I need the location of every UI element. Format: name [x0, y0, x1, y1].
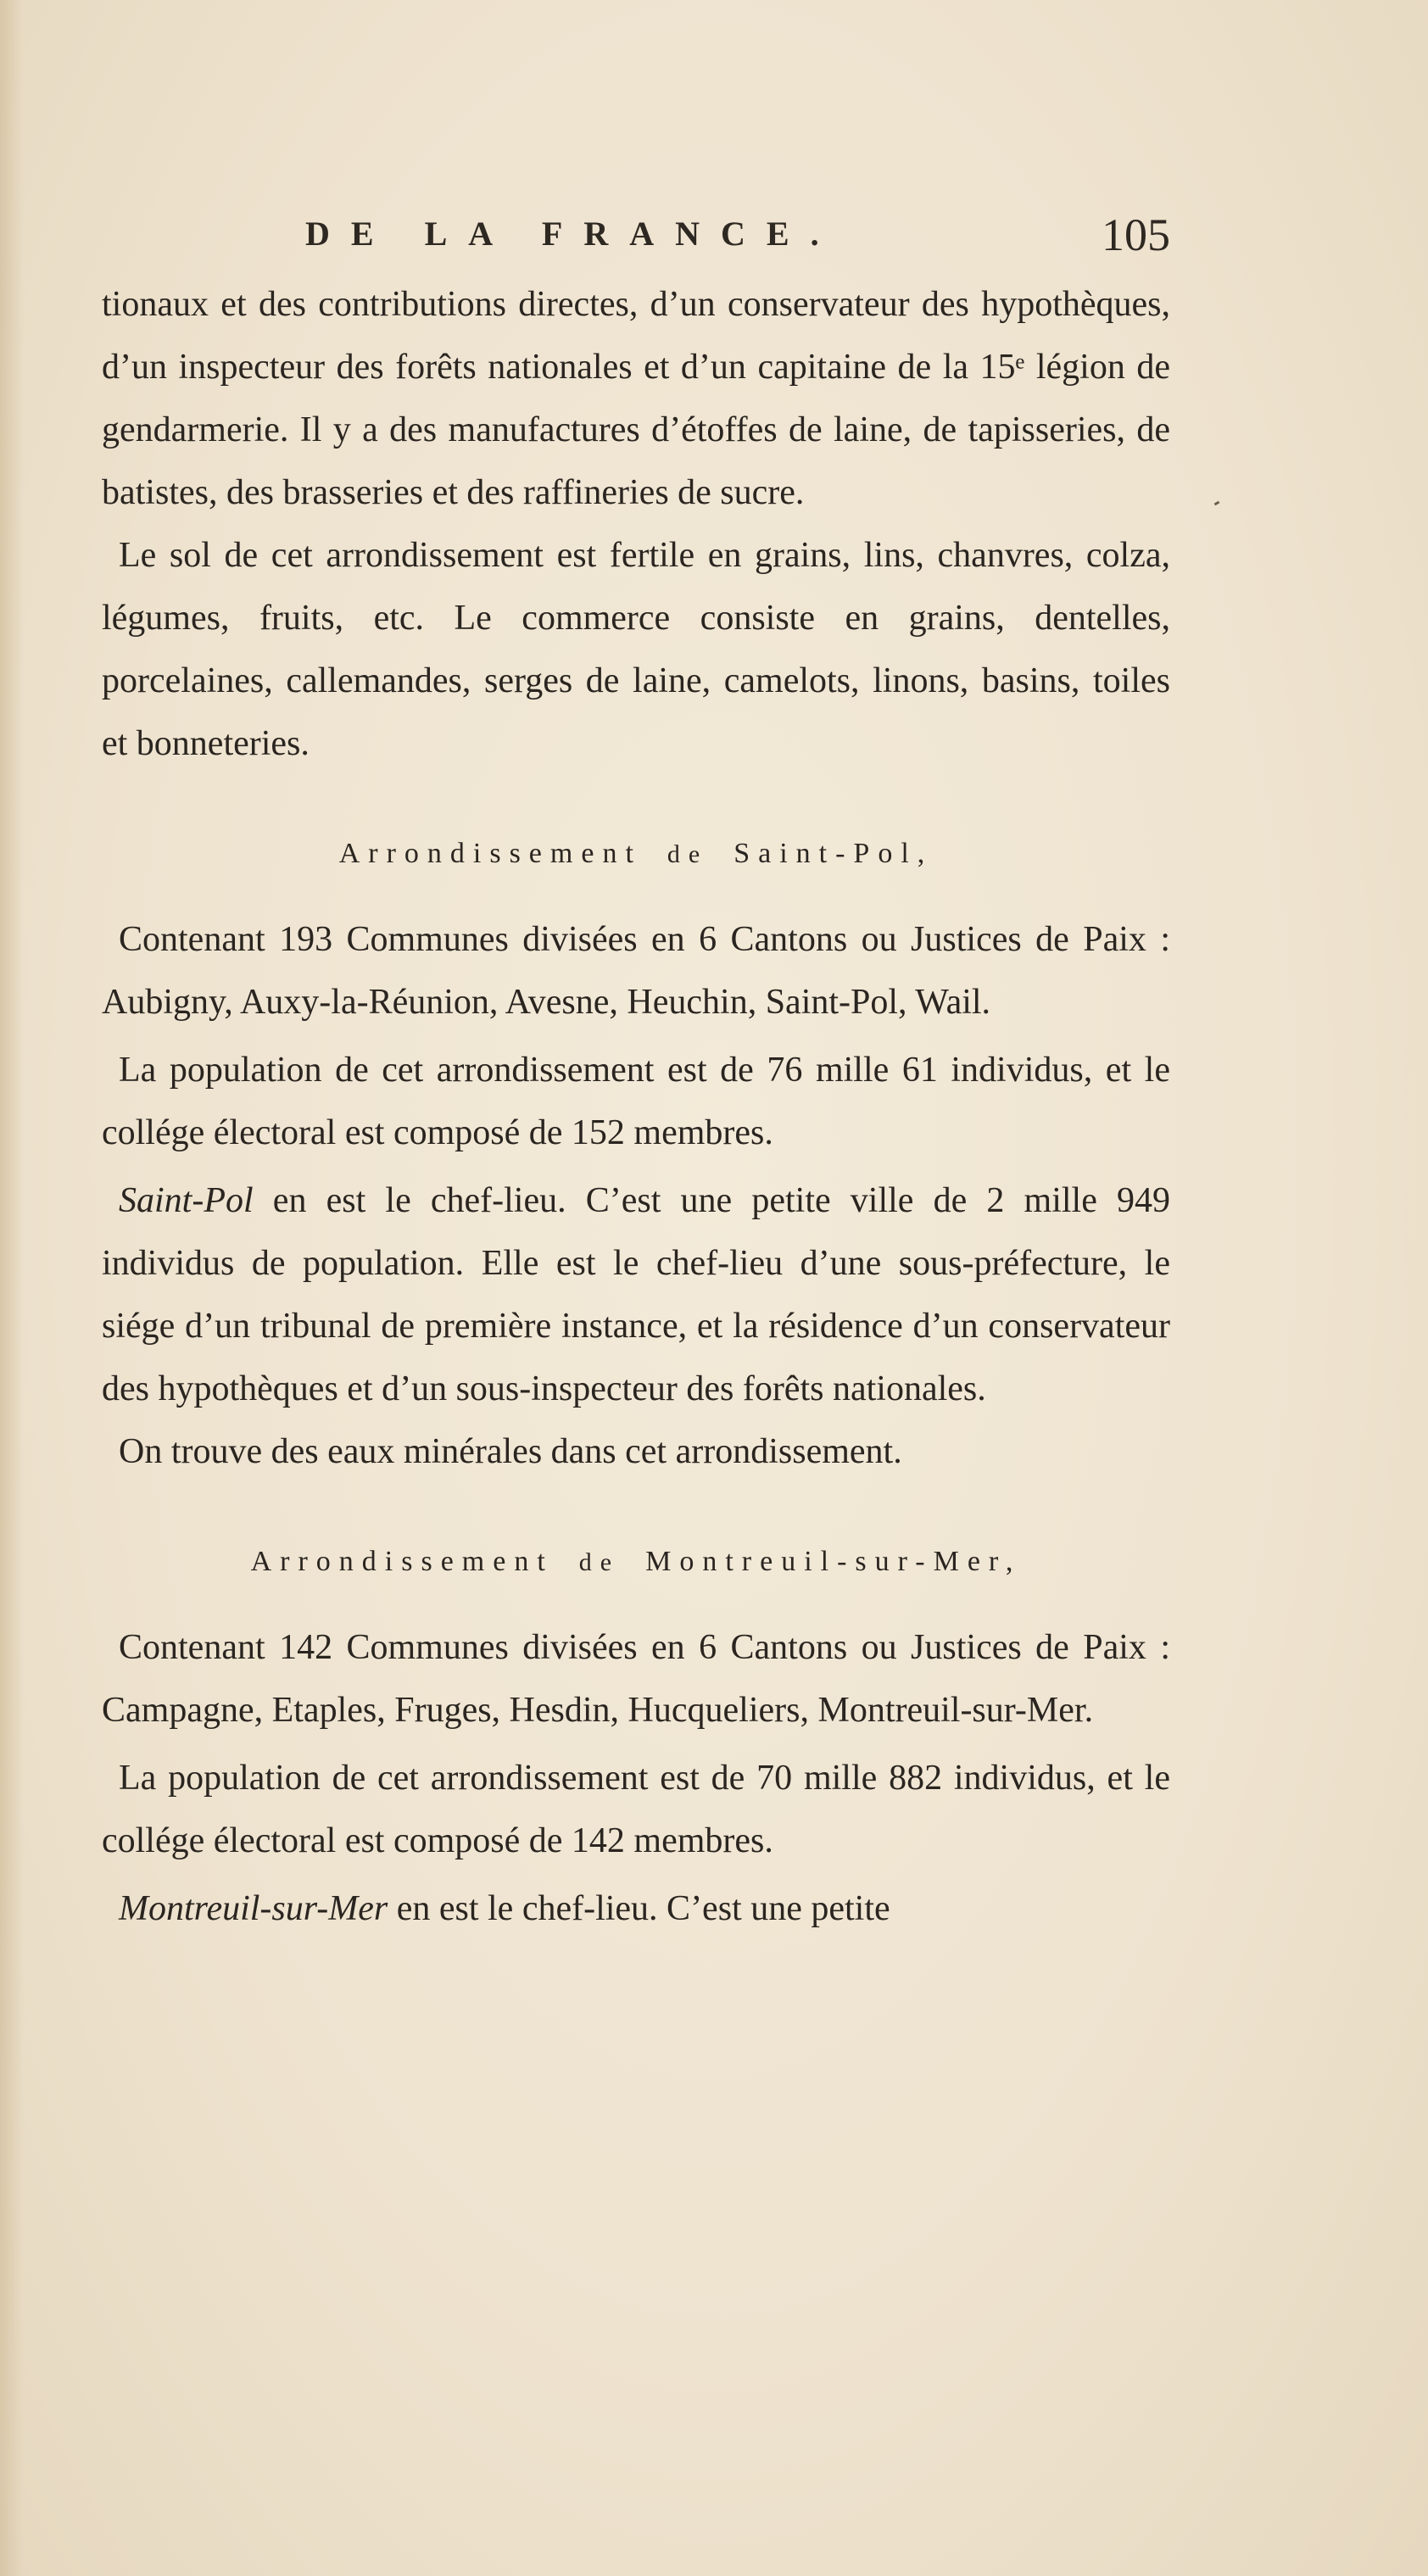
paragraph-text: en est le chef-lieu. C’est une petite ville de 2 mille 949 individus de population. Elle est le chef-lieu d’une sous-préfecture, le siége d’un tribunal de première instance, et la résidence d’un conservateur des hypothèques et d’un sous-inspecteur des forêts nationales.: [102, 1181, 1170, 1408]
section-heading-saint-pol: [102, 822, 1170, 886]
paragraph-text: en est le chef-lieu. C’est une petite: [388, 1889, 890, 1928]
heading-place: Saint-Pol,: [734, 838, 934, 869]
body-text: [102, 273, 1170, 1940]
running-title: DE LA FRANCE.: [305, 215, 840, 253]
page-edge-shadow: [0, 0, 24, 2576]
page-header: [305, 209, 1170, 265]
paragraph: tionaux et des contributions directes, d’un conservateur des hypothèques, d’un inspecteur des forêts nationales et d’un capitaine de la 15ᵉ légion de gendarmerie. Il y a des manufactures d’étoffes de laine, de tapisseries, de batistes, des brasseries et des raffineries de sucre.: [102, 285, 1170, 512]
place-name: Montreuil-sur-Mer: [119, 1889, 388, 1928]
heading-place: Montreuil-sur-Mer,: [645, 1546, 1022, 1577]
paragraph: Contenant 193 Communes divisées en 6 Cantons ou Justices de Paix : Aubigny, Auxy-la-Réunion, Avesne, Heuchin, Saint-Pol, Wail.: [102, 920, 1170, 1022]
heading-word: Arrondissement: [250, 1546, 554, 1577]
paragraph: Contenant 142 Communes divisées en 6 Cantons ou Justices de Paix : Campagne, Etaples, Fruges, Hesdin, Hucqueliers, Montreuil-sur-Mer.: [102, 1628, 1170, 1730]
section-heading-montreuil: [102, 1531, 1170, 1594]
page-number: 105: [1102, 209, 1170, 260]
paragraph: [102, 1169, 1170, 1420]
heading-de: de: [667, 840, 709, 868]
heading-word: Arrondissement: [338, 838, 642, 869]
paragraph: On trouve des eaux minérales dans cet arrondissement.: [119, 1432, 902, 1471]
paragraph: Le sol de cet arrondissement est fertile en grains, lins, chanvres, colza, légumes, fruits, etc. Le commerce consiste en grains, dentelles, porcelaines, callemandes, serges de laine, camelots, linons, basins, toiles et bonneteries.: [102, 536, 1170, 763]
margin-mark: [1214, 501, 1220, 506]
paragraph: La population de cet arrondissement est de 70 mille 882 individus, et le collége électoral est composé de 142 membres.: [102, 1759, 1170, 1860]
paragraph: La population de cet arrondissement est de 76 mille 61 individus, et le collége électoral est composé de 152 membres.: [102, 1051, 1170, 1152]
heading-de: de: [578, 1548, 621, 1576]
paragraph: [102, 1877, 1170, 1940]
place-name: Saint-Pol: [119, 1181, 254, 1220]
